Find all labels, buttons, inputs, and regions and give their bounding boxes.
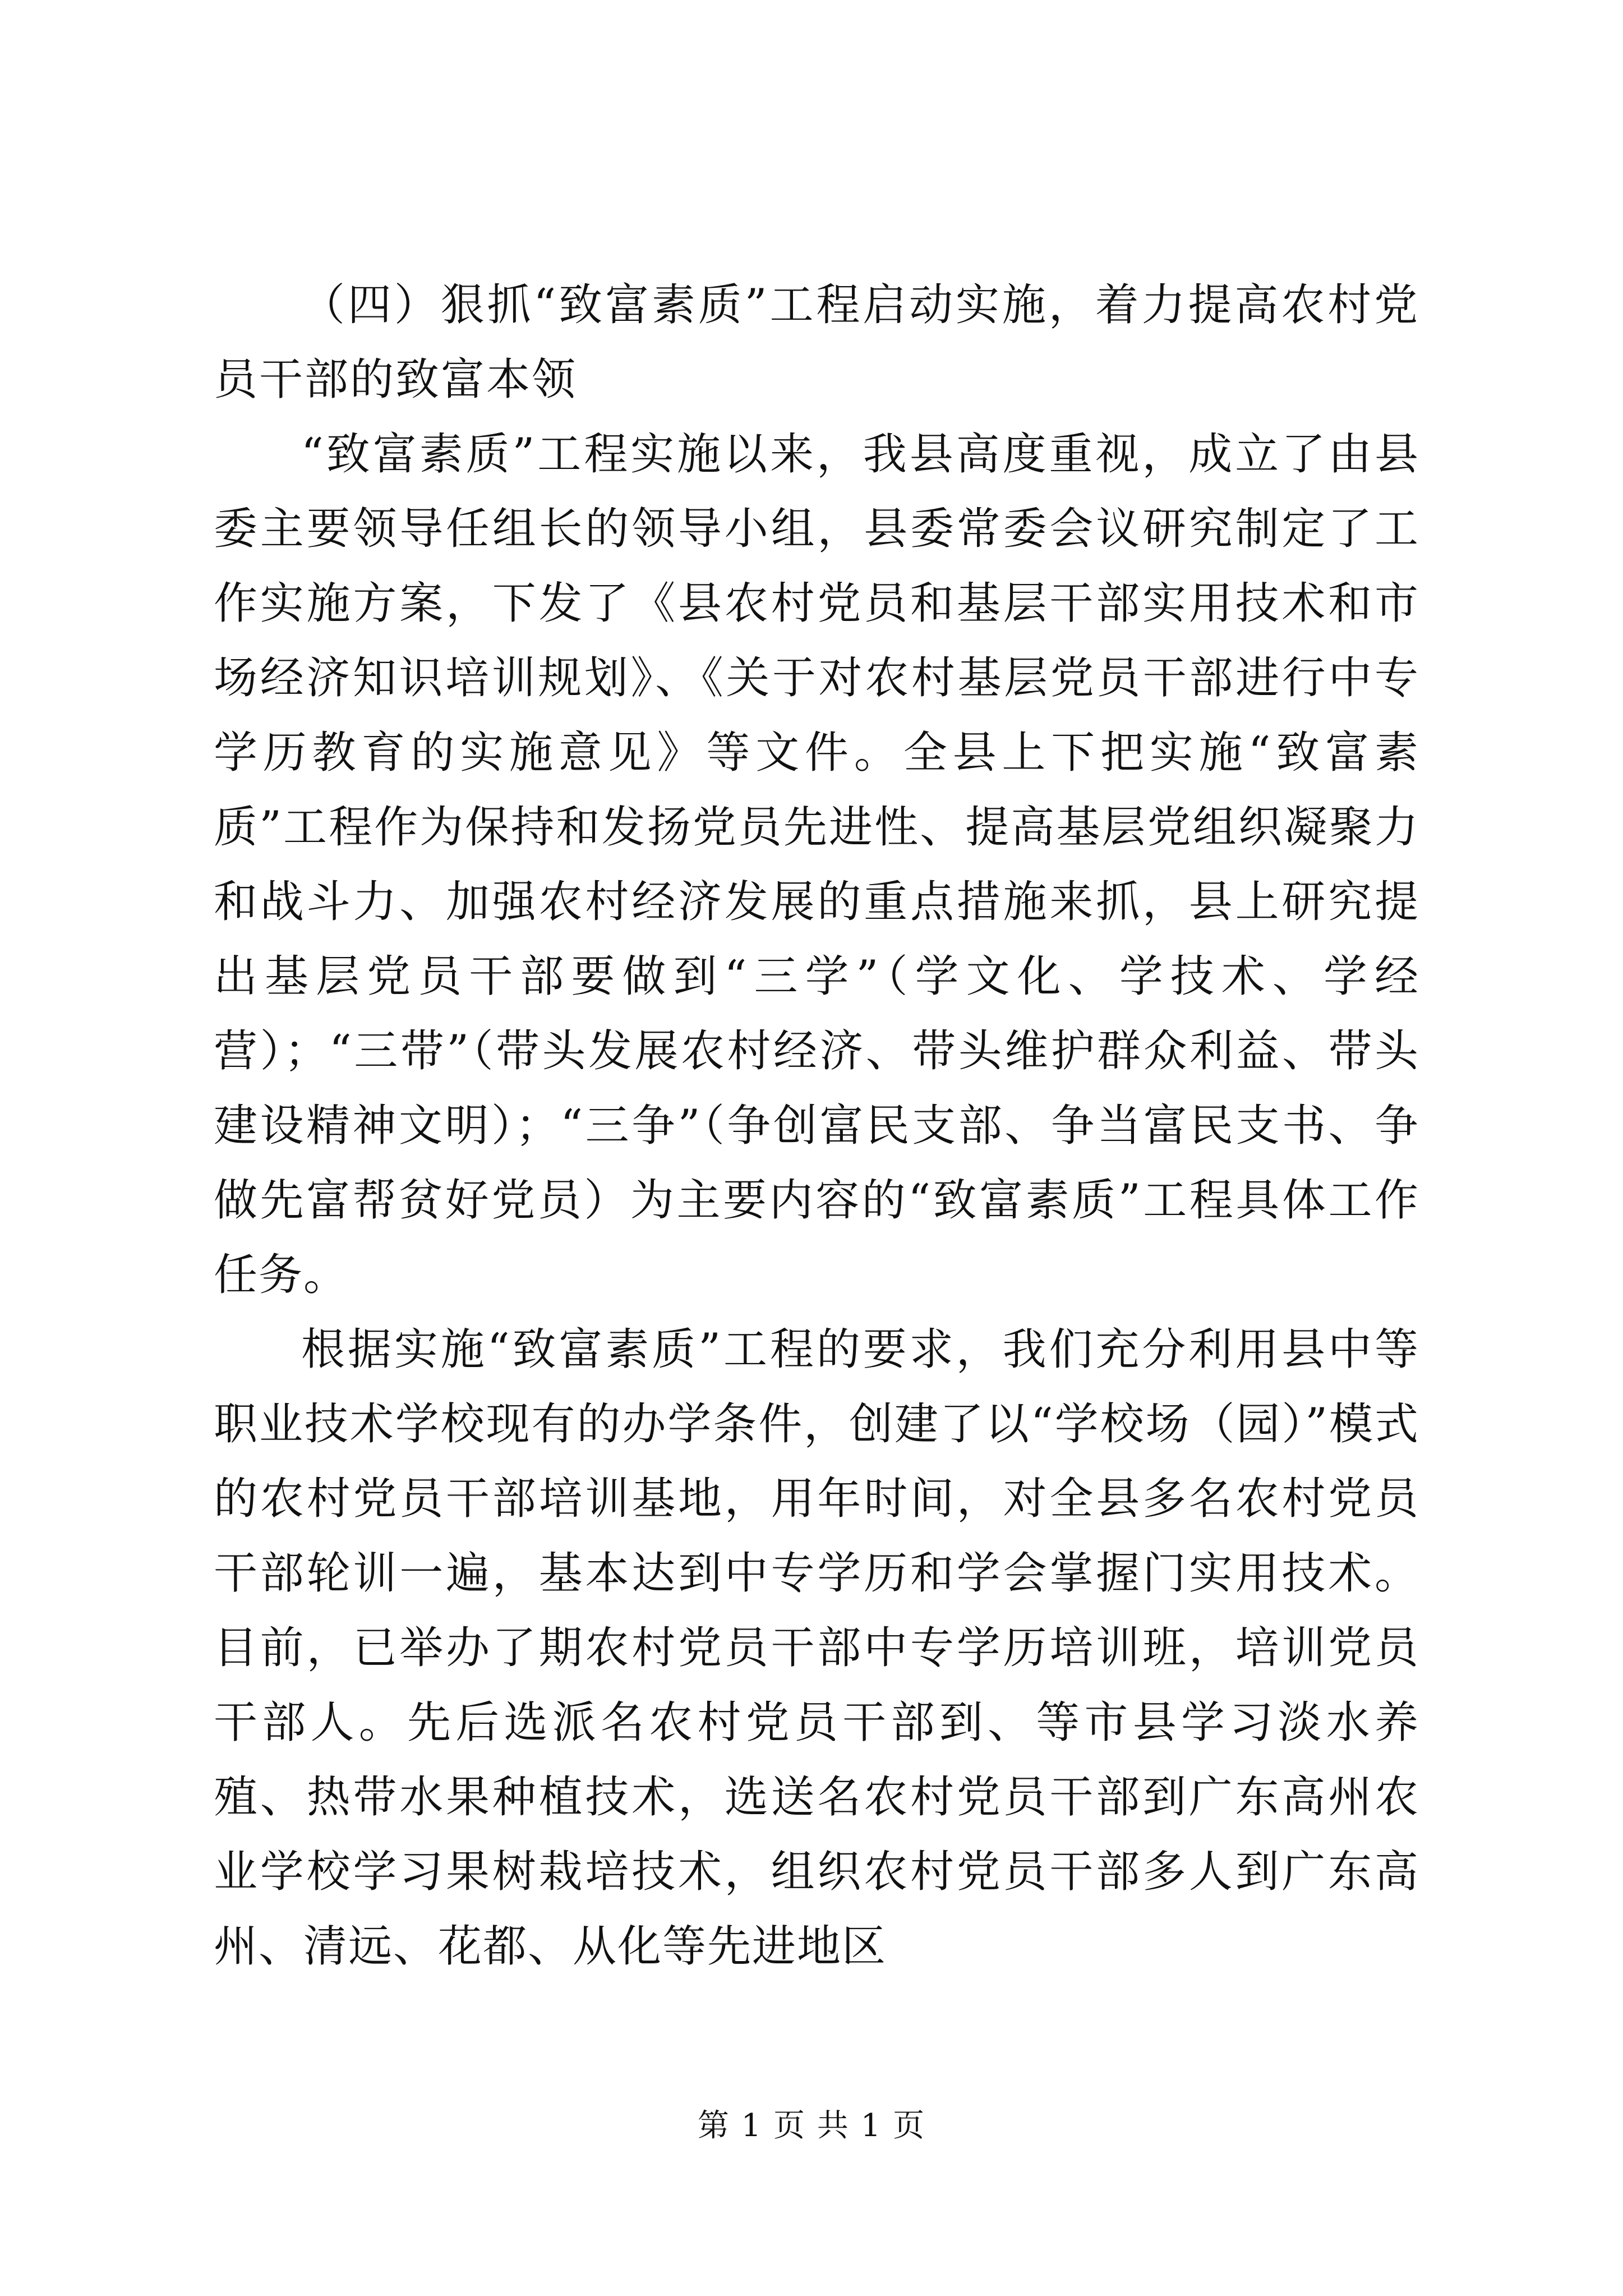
- paragraph-2: 根据实施“致富素质”工程的要求，我们充分利用县中等职业技术学校现有的办学条件，创建了以“学校场（园）”模式的农村党员干部培训基地，用年时间，对全县多名农村党员干部轮训一遍，基本达到中专学历和学会掌握门实用技术。目前，已举办了期农村党员干部中专学历培训班，培训党员干部人。先后选派名农村党员干部到、等市县学习淡水养殖、热带水果种植技术，选送名农村党员干部到广东高州农业学校学习果树栽培技术，组织农村党员干部多人到广东高州、清远、花都、从化等先进地区: [214, 1324, 1419, 1972]
- document-body: [214, 268, 1419, 1984]
- page-footer: 第 1 页 共 1 页: [697, 2108, 926, 2144]
- section-heading: （四）狠抓“致富素质”工程启动实施，着力提高农村党员干部的致富本领: [214, 280, 1419, 405]
- paragraph-1: “致富素质”工程实施以来，我县高度重视，成立了由县委主要领导任组长的领导小组，县委常委会议研究制定了工作实施方案，下发了《县农村党员和基层干部实用技术和市场经济知识培训规划》、《关于对农村基层党员干部进行中专学历教育的实施意见》等文件。全县上下把实施“致富素质”工程作为保持和发扬党员先进性、提高基层党组织凝聚力和战斗力、加强农村经济发展的重点措施来抓，县上研究提出基层党员干部要做到“三学”（学文化、学技术、学经营）；“三带”（带头发展农村经济、带头维护群众利益、带头建设精神文明）；“三争”（争创富民支部、争当富民支书、争做先富帮贫好党员）为主要内容的“致富素质”工程具体工作任务。: [214, 429, 1419, 1300]
